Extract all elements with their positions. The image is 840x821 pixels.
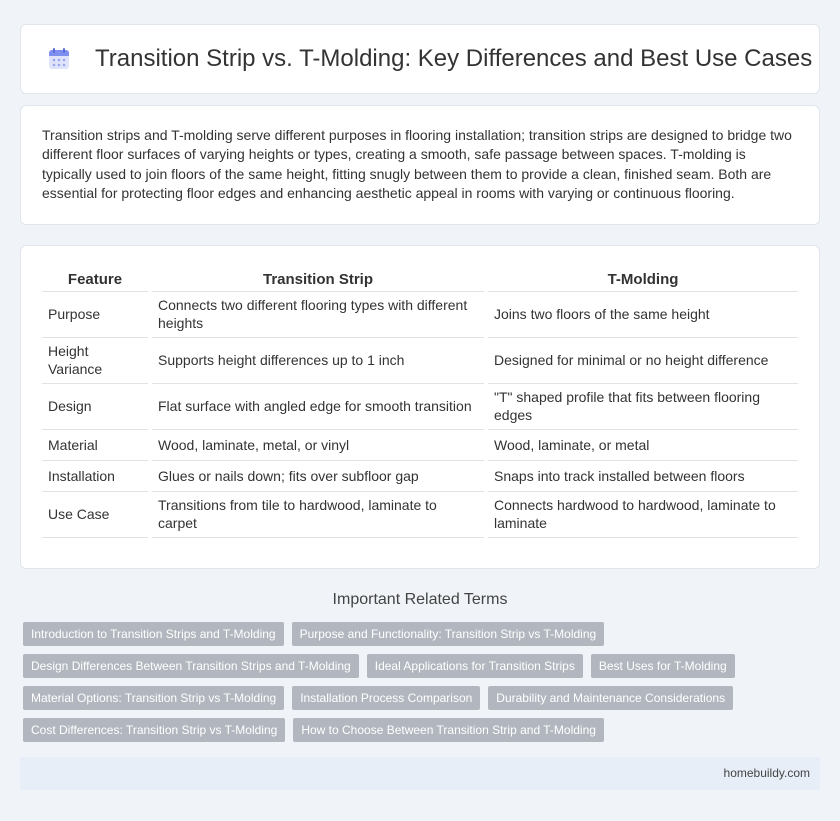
header-card (20, 24, 820, 94)
header-feature: Feature (42, 265, 150, 291)
related-term-tag[interactable]: How to Choose Between Transition Strip and T-Molding (293, 718, 604, 742)
row-feature: Material (42, 429, 150, 460)
row-transition-strip: Flat surface with angled edge for smooth transition (150, 383, 486, 429)
table-row (42, 460, 798, 491)
table-row (42, 491, 798, 537)
related-term-tag[interactable]: Durability and Maintenance Considerations (488, 686, 733, 710)
row-t-molding: Snaps into track installed between floors (486, 460, 798, 491)
related-term-tag[interactable]: Ideal Applications for Transition Strips (367, 654, 583, 678)
row-feature: Height Variance (42, 337, 150, 383)
related-term-tag[interactable]: Design Differences Between Transition Strips and T-Molding (23, 654, 359, 678)
tag-row (23, 686, 823, 710)
row-transition-strip: Connects two different flooring types with different heights (150, 291, 486, 337)
row-t-molding: Wood, laminate, or metal (486, 429, 798, 460)
comparison-table-card (20, 245, 820, 569)
intro-card (20, 105, 820, 225)
related-term-tag[interactable]: Best Uses for T-Molding (591, 654, 735, 678)
calendar-icon (47, 47, 71, 71)
row-feature: Purpose (42, 291, 150, 337)
table-row (42, 383, 798, 429)
related-term-tag[interactable]: Cost Differences: Transition Strip vs T-Molding (23, 718, 285, 742)
related-term-tag[interactable]: Installation Process Comparison (292, 686, 480, 710)
intro-paragraph: Transition strips and T-molding serve different purposes in flooring installation; transition strips are designed to bridge two different floor surfaces of varying heights or types, creating a smooth, safe passage between spaces. T-molding is typically used to join floors of the same height, fitting snugly between them to provide a clean, finished seam. Both are essential for protecting floor edges and enhancing aesthetic appeal in rooms with varying or continuous flooring. (42, 127, 792, 202)
header-transition-strip: Transition Strip (150, 265, 486, 291)
related-terms-title: Important Related Terms (332, 591, 508, 608)
row-t-molding: Joins two floors of the same height (486, 291, 798, 337)
tag-row (23, 718, 823, 742)
comparison-table (42, 265, 798, 538)
row-transition-strip: Wood, laminate, metal, or vinyl (150, 429, 486, 460)
footer-brand: homebuildy.com (723, 766, 810, 780)
header-t-molding: T-Molding (486, 265, 798, 291)
table-row (42, 291, 798, 337)
row-t-molding: Designed for minimal or no height difference (486, 337, 798, 383)
row-feature: Use Case (42, 491, 150, 537)
row-t-molding: "T" shaped profile that fits between flooring edges (486, 383, 798, 429)
table-row (42, 337, 798, 383)
tag-row (23, 622, 823, 646)
row-transition-strip: Transitions from tile to hardwood, laminate to carpet (150, 491, 486, 537)
row-transition-strip: Glues or nails down; fits over subfloor gap (150, 460, 486, 491)
related-term-tag[interactable]: Purpose and Functionality: Transition Strip vs T-Molding (292, 622, 605, 646)
footer (20, 757, 820, 790)
row-t-molding: Connects hardwood to hardwood, laminate to laminate (486, 491, 798, 537)
related-terms-tags (23, 622, 823, 750)
tag-row (23, 654, 823, 678)
table-header-row (42, 265, 798, 291)
row-feature: Design (42, 383, 150, 429)
row-feature: Installation (42, 460, 150, 491)
table-row (42, 429, 798, 460)
related-term-tag[interactable]: Introduction to Transition Strips and T-Molding (23, 622, 284, 646)
page-title: Transition Strip vs. T-Molding: Key Differences and Best Use Cases (95, 45, 813, 72)
related-term-tag[interactable]: Material Options: Transition Strip vs T-Molding (23, 686, 284, 710)
row-transition-strip: Supports height differences up to 1 inch (150, 337, 486, 383)
